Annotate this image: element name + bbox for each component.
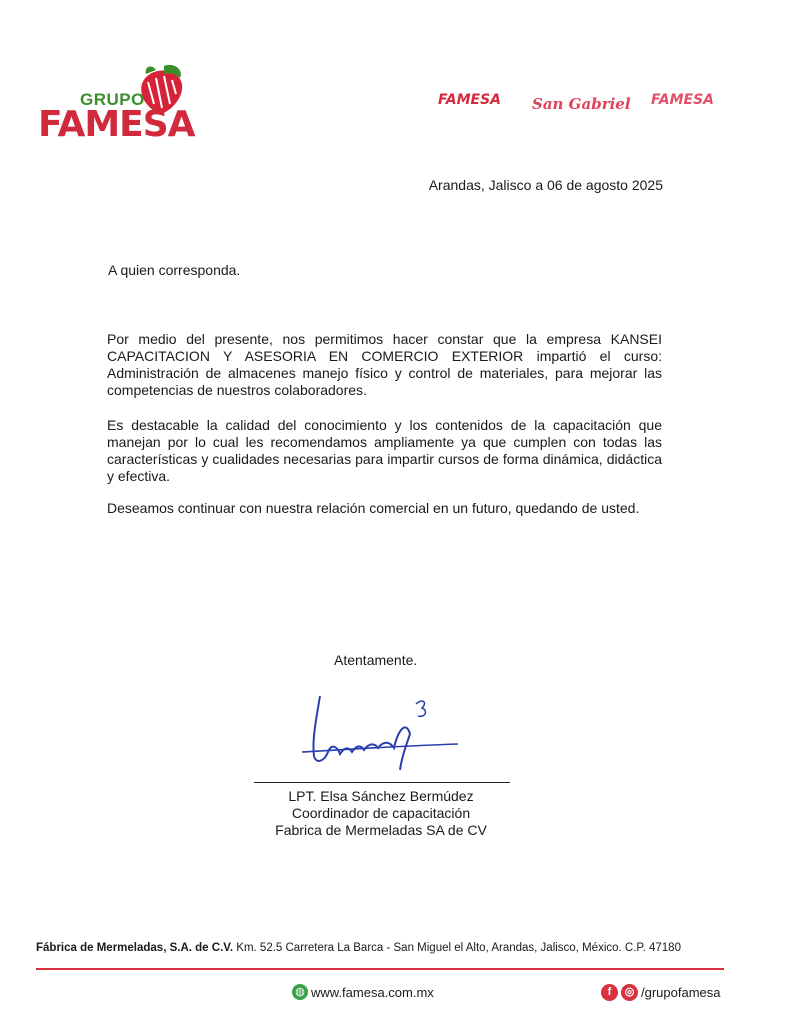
footer-social[interactable] [601,984,721,1001]
letter-date: Arandas, Jalisco a 06 de agosto 2025 [428,177,663,193]
letter-paragraph: Por medio del presente, nos permitimos hacer constar que la empresa KANSEI CAPACITACION Y ASESORIA EN COMERCIO EXTERIOR impartió el curso: Administración de almacenes manejo físico y control de materiales, para mejorar las competencias de nuestros colaboradores. [107,331,662,398]
grupo-famesa-logo [38,64,198,150]
signer-name: LPT. Elsa Sánchez Bermúdez [288,788,474,804]
footer-website[interactable] [292,984,434,1000]
signer-title: Coordinador de capacitación [291,805,471,821]
social-handle[interactable]: /grupofamesa [641,985,721,1000]
signature-line [254,782,510,783]
footer-company: Fábrica de Mermeladas, S.A. de C.V. [36,942,234,954]
letter-greeting: A quien corresponda. [108,262,241,278]
footer-address [36,942,681,954]
letter-closing: Atentamente. [334,652,418,668]
instagram-icon[interactable]: ◎ [621,984,638,1001]
letter-paragraph: Deseamos continuar con nuestra relación comercial en un futuro, quedando de usted. [107,500,640,516]
facebook-icon[interactable]: f [601,984,618,1001]
brand-famesa-light-logo: FAMESA [651,92,715,108]
brand-san-gabriel-logo: San Gabriel [532,95,631,113]
logo-grupo-text: GRUPO [80,90,145,109]
brand-famesa-logo: FAMESA [438,92,502,108]
website-link[interactable]: www.famesa.com.mx [311,984,434,1000]
logo-famesa-text: FAMESA [38,104,195,145]
globe-icon: ◍ [292,984,308,1000]
signer-block [250,788,512,839]
letter-paragraph: Es destacable la calidad del conocimiento y los contenidos de la capacitación que manejan por lo cual les recomendamos ampliamente ya que cumplen con todas las características y cualidades necesarias para impartir cursos de forma dinámica, didáctica y efectiva. [107,417,662,484]
footer-address-text: Km. 52.5 Carretera La Barca - San Miguel el Alto, Arandas, Jalisco, México. C.P. 47180 [236,942,681,954]
handwritten-signature [298,690,468,782]
signer-company: Fabrica de Mermeladas SA de CV [275,822,487,838]
footer-divider [36,968,724,970]
